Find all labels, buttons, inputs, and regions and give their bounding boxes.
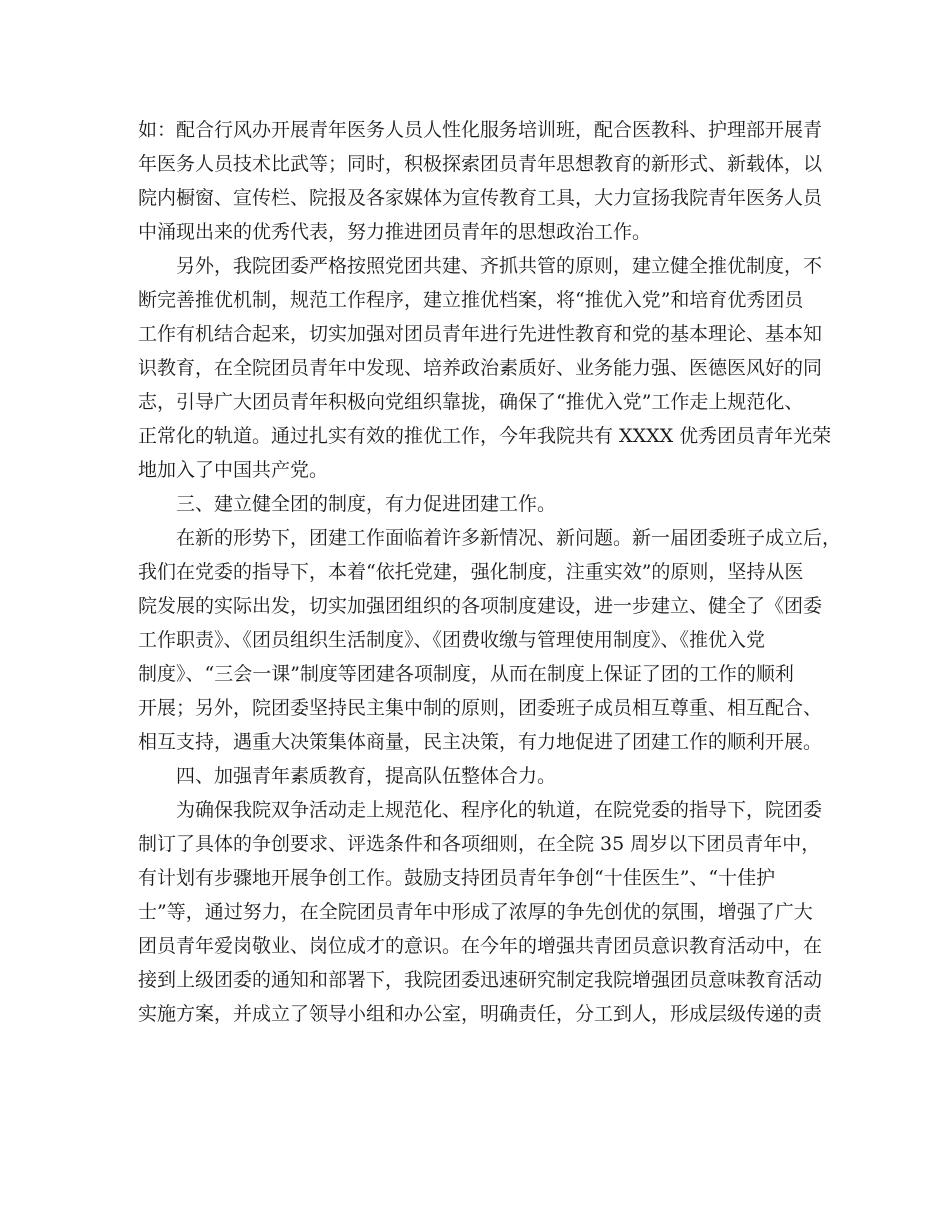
text-line: 实施方案，并成立了领导小组和办公室，明确责任，分工到人，形成层级传递的责 <box>138 1003 823 1025</box>
paragraph-start-line: 在新的形势下，团建工作面临着许多新情况、新问题。新一届团委班子成立后， <box>176 527 842 549</box>
text-line: 工作有机结合起来，切实加强对团员青年进行先进性教育和党的基本理论、基本知 <box>138 323 823 345</box>
text-line: 制度》、“三会一课”制度等团建各项制度，从而在制度上保证了团的工作的顺利 <box>138 663 794 685</box>
section-heading-3: 三、建立健全团的制度，有力促进团建工作。 <box>176 493 557 515</box>
paragraph-start-line: 为确保我院双争活动走上规范化、程序化的轨道，在院党委的指导下，院团委 <box>176 799 823 821</box>
text-line: 断完善推优机制，规范工作程序，建立推优档案，将“推优入党”和培育优秀团员 <box>138 289 804 311</box>
text-line: 志，引导广大团员青年积极向党组织靠拢，确保了“推优入党”工作走上规范化、 <box>138 391 804 413</box>
text-line: 接到上级团委的通知和部署下，我院团委迅速研究制定我院增强团员意味教育活动 <box>138 969 823 991</box>
text-line: 院内橱窗、宣传栏、院报及各家媒体为宣传教育工具，大力宣扬我院青年医务人员 <box>138 187 823 209</box>
text-line: 识教育，在全院团员青年中发现、培养政治素质好、业务能力强、医德医风好的同 <box>138 357 823 379</box>
text-line: 如：配合行风办开展青年医务人员人性化服务培训班，配合医教科、护理部开展青 <box>138 119 823 141</box>
text-line: 相互支持，遇重大决策集体商量，民主决策，有力地促进了团建工作的顺利开展。 <box>138 731 823 753</box>
text-line: 团员青年爱岗敬业、岗位成才的意识。在今年的增强共青团员意识教育活动中，在 <box>138 935 823 957</box>
text-line: 我们在党委的指导下，本着“依托党建，强化制度，注重实效”的原则，坚持从医 <box>138 561 804 583</box>
text-line: 地加入了中国共产党。 <box>138 459 329 481</box>
text-line: 中涌现出来的优秀代表，努力推进团员青年的思想政治工作。 <box>138 221 652 243</box>
text-line: 年医务人员技术比武等；同时，积极探索团员青年思想教育的新形式、新载体，以 <box>138 153 823 175</box>
text-line: 有计划有步骤地开展争创工作。鼓励支持团员青年争创“十佳医生”、“十佳护 <box>138 867 776 889</box>
text-line: 士”等，通过努力，在全院团员青年中形成了浓厚的争先创优的氛围，增强了广大 <box>138 901 813 923</box>
text-line: 工作职责》、《团员组织生活制度》、《团费收缴与管理使用制度》、《推优入党 <box>138 629 766 651</box>
section-heading-4: 四、加强青年素质教育，提高队伍整体合力。 <box>176 765 557 787</box>
paragraph-start-line: 另外，我院团委严格按照党团共建、齐抓共管的原则，建立健全推优制度，不 <box>176 255 823 277</box>
text-line: 制订了具体的争创要求、评选条件和各项细则，在全院 35 周岁以下团员青年中， <box>138 833 821 855</box>
text-line: 正常化的轨道。通过扎实有效的推优工作，今年我院共有 XXXX 优秀团员青年光荣 <box>138 425 832 447</box>
text-line: 院发展的实际出发，切实加强团组织的各项制度建设，进一步建立、健全了《团委 <box>138 595 823 617</box>
text-line: 开展；另外，院团委坚持民主集中制的原则，团委班子成员相互尊重、相互配合、 <box>138 697 823 719</box>
